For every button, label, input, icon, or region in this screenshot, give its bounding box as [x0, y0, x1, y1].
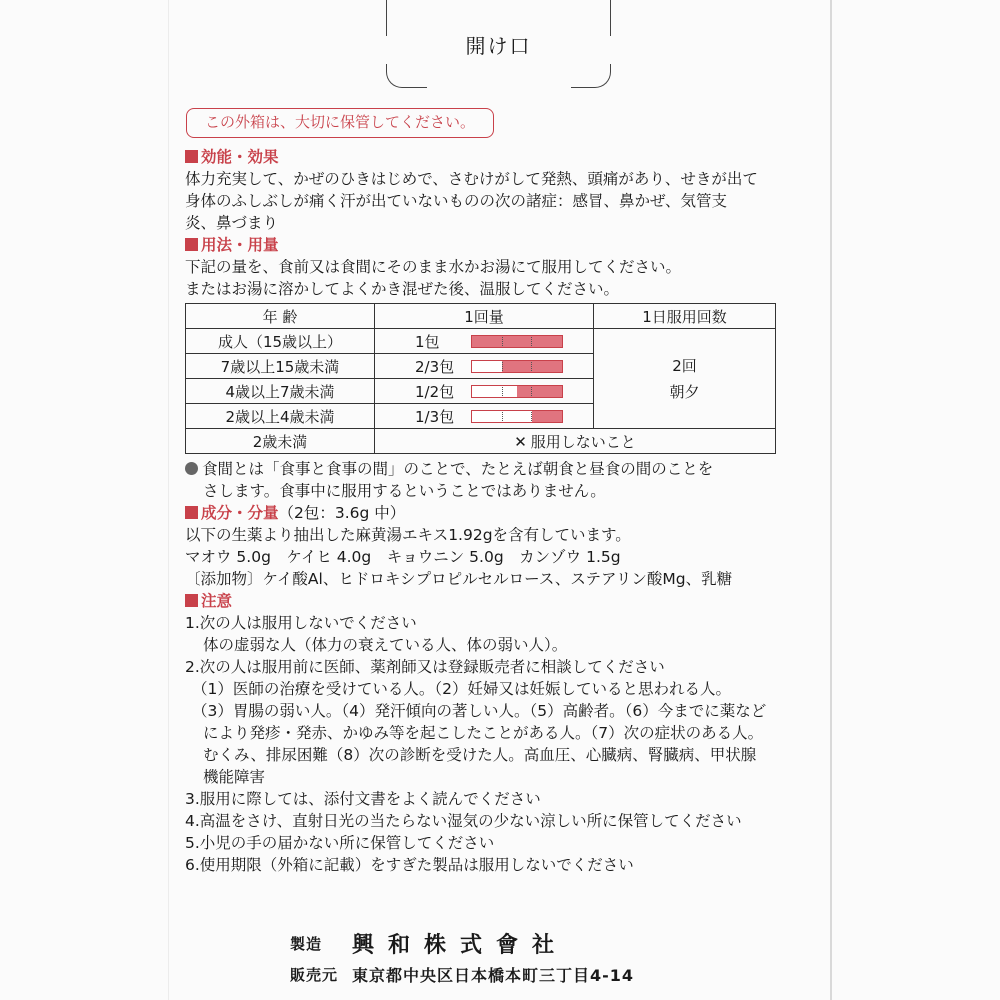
dose-bar	[471, 360, 563, 373]
bullet-icon	[185, 462, 198, 475]
dose-bar	[471, 385, 563, 398]
header-times: 1日服用回数	[594, 304, 776, 329]
ingredients-line: 以下の生薬より抽出した麻黄湯エキス1.92gを含有しています。	[185, 526, 631, 544]
square-icon	[185, 594, 198, 607]
panel-left-edge	[168, 0, 169, 1000]
caution-item: 1.次の人は服用しないでください	[185, 614, 417, 632]
open-tab-label: 開け口	[465, 34, 532, 58]
dosage-note-line: さします。食事中に服用するということではありません。	[203, 482, 606, 500]
x-icon: ✕	[514, 432, 527, 451]
efficacy-line: 身体のふしぶしが痛く汗が出ていないものの次の諸症：感冒、鼻かぜ、気管支	[185, 192, 728, 210]
caution-item: 6.使用期限（外箱に記載）をすぎた製品は服用しないでください	[185, 856, 634, 874]
role-distributor: 販売元	[290, 966, 339, 984]
caution-item: 体の虚弱な人（体力の衰えている人、体の弱い人）。	[203, 636, 568, 654]
company-name: 興和株式會社	[352, 933, 569, 958]
table-row	[186, 329, 776, 354]
caution-heading: 注意	[185, 590, 825, 612]
dose-bar	[471, 335, 563, 348]
row-age: 7歳以上15歳未満	[186, 354, 375, 379]
manufacturer	[290, 928, 634, 986]
square-icon	[185, 150, 198, 163]
caution-item: 5.小児の手の届かない所に保管してください	[185, 834, 495, 852]
caution-item: 3.服用に際しては、添付文書をよく読んでください	[185, 790, 541, 808]
row-dose: 2/3包	[375, 354, 594, 379]
dosage-note-line: 食間とは「食事と食事の間」のことで、たとえば朝食と昼食の間のことを	[185, 458, 825, 480]
square-icon	[185, 506, 198, 519]
efficacy-line: 体力充実して、かぜのひきはじめで、さむけがして発熱、頭痛があり、せきが出て	[185, 170, 758, 188]
ingredients-line: マオウ 5.0g ケイヒ 4.0g キョウニン 5.0g カンゾウ 1.5g	[185, 548, 621, 566]
dosage-table	[185, 303, 776, 454]
ingredients-line: 〔添加物〕ケイ酸Al、ヒドロキシプロピルセルロース、ステアリン酸Mg、乳糖	[185, 570, 733, 588]
dose-bar	[471, 410, 563, 423]
role-manufacturer: 製造	[290, 935, 323, 953]
dosage-heading: 用法・用量	[185, 234, 825, 256]
row-age: 4歳以上7歳未満	[186, 379, 375, 404]
row-dose: 1/3包	[375, 404, 594, 429]
caution-item: （1）医師の治療を受けている人。（2）妊婦又は妊娠していると思われる人。	[192, 680, 731, 698]
table-header-row	[186, 304, 776, 329]
under2-cell: ✕ 服用しないこと	[375, 429, 776, 454]
row-age: 2歳未満	[186, 429, 375, 454]
times-cell	[594, 329, 776, 429]
ingredients-heading: 成分・分量（2包：3.6g 中）	[185, 502, 825, 524]
caution-item: 2.次の人は服用前に医師、薬剤師又は登録販売者に相談してください	[185, 658, 665, 676]
efficacy-heading: 効能・効果	[185, 146, 825, 168]
row-dose: 1/2包	[375, 379, 594, 404]
caution-item: により発疹・発赤、かゆみ等を起こしたことがある人。（7）次の症状のある人。	[203, 724, 764, 742]
caution-item: 4.高温をさけ、直射日光の当たらない湿気の少ない涼しい所に保管してください	[185, 812, 742, 830]
row-dose: 1包	[375, 329, 594, 354]
efficacy-line: 炎、鼻づまり	[185, 214, 279, 232]
table-row	[186, 429, 776, 454]
row-age: 2歳以上4歳未満	[186, 404, 375, 429]
caution-item: 機能障害	[203, 768, 266, 786]
header-age: 年 齢	[186, 304, 375, 329]
package-text	[185, 146, 825, 876]
caution-list	[185, 612, 825, 876]
panel-right-edge	[830, 0, 832, 1000]
timing-value: 朝夕	[669, 382, 700, 401]
row-age: 成人（15歳以上）	[186, 329, 375, 354]
caution-item: （3）胃腸の弱い人。（4）発汗傾向の著しい人。（5）高齢者。（6）今までに薬など	[192, 702, 767, 720]
company-address: 東京都中央区日本橋本町三丁目4-14	[352, 966, 635, 985]
square-icon	[185, 238, 198, 251]
times-value: 2回	[672, 356, 697, 375]
header-dose: 1回量	[375, 304, 594, 329]
keep-notice: この外箱は、大切に保管してください。	[186, 108, 494, 138]
caution-item: むくみ、排尿困難（8）次の診断を受けた人。高血圧、心臓病、腎臓病、甲状腺	[203, 746, 757, 764]
dosage-line: 下記の量を、食前又は食間にそのまま水かお湯にて服用してください。	[185, 258, 682, 276]
dosage-line: またはお湯に溶かしてよくかき混ぜた後、温服してください。	[185, 280, 620, 298]
open-tab[interactable]	[386, 0, 611, 88]
